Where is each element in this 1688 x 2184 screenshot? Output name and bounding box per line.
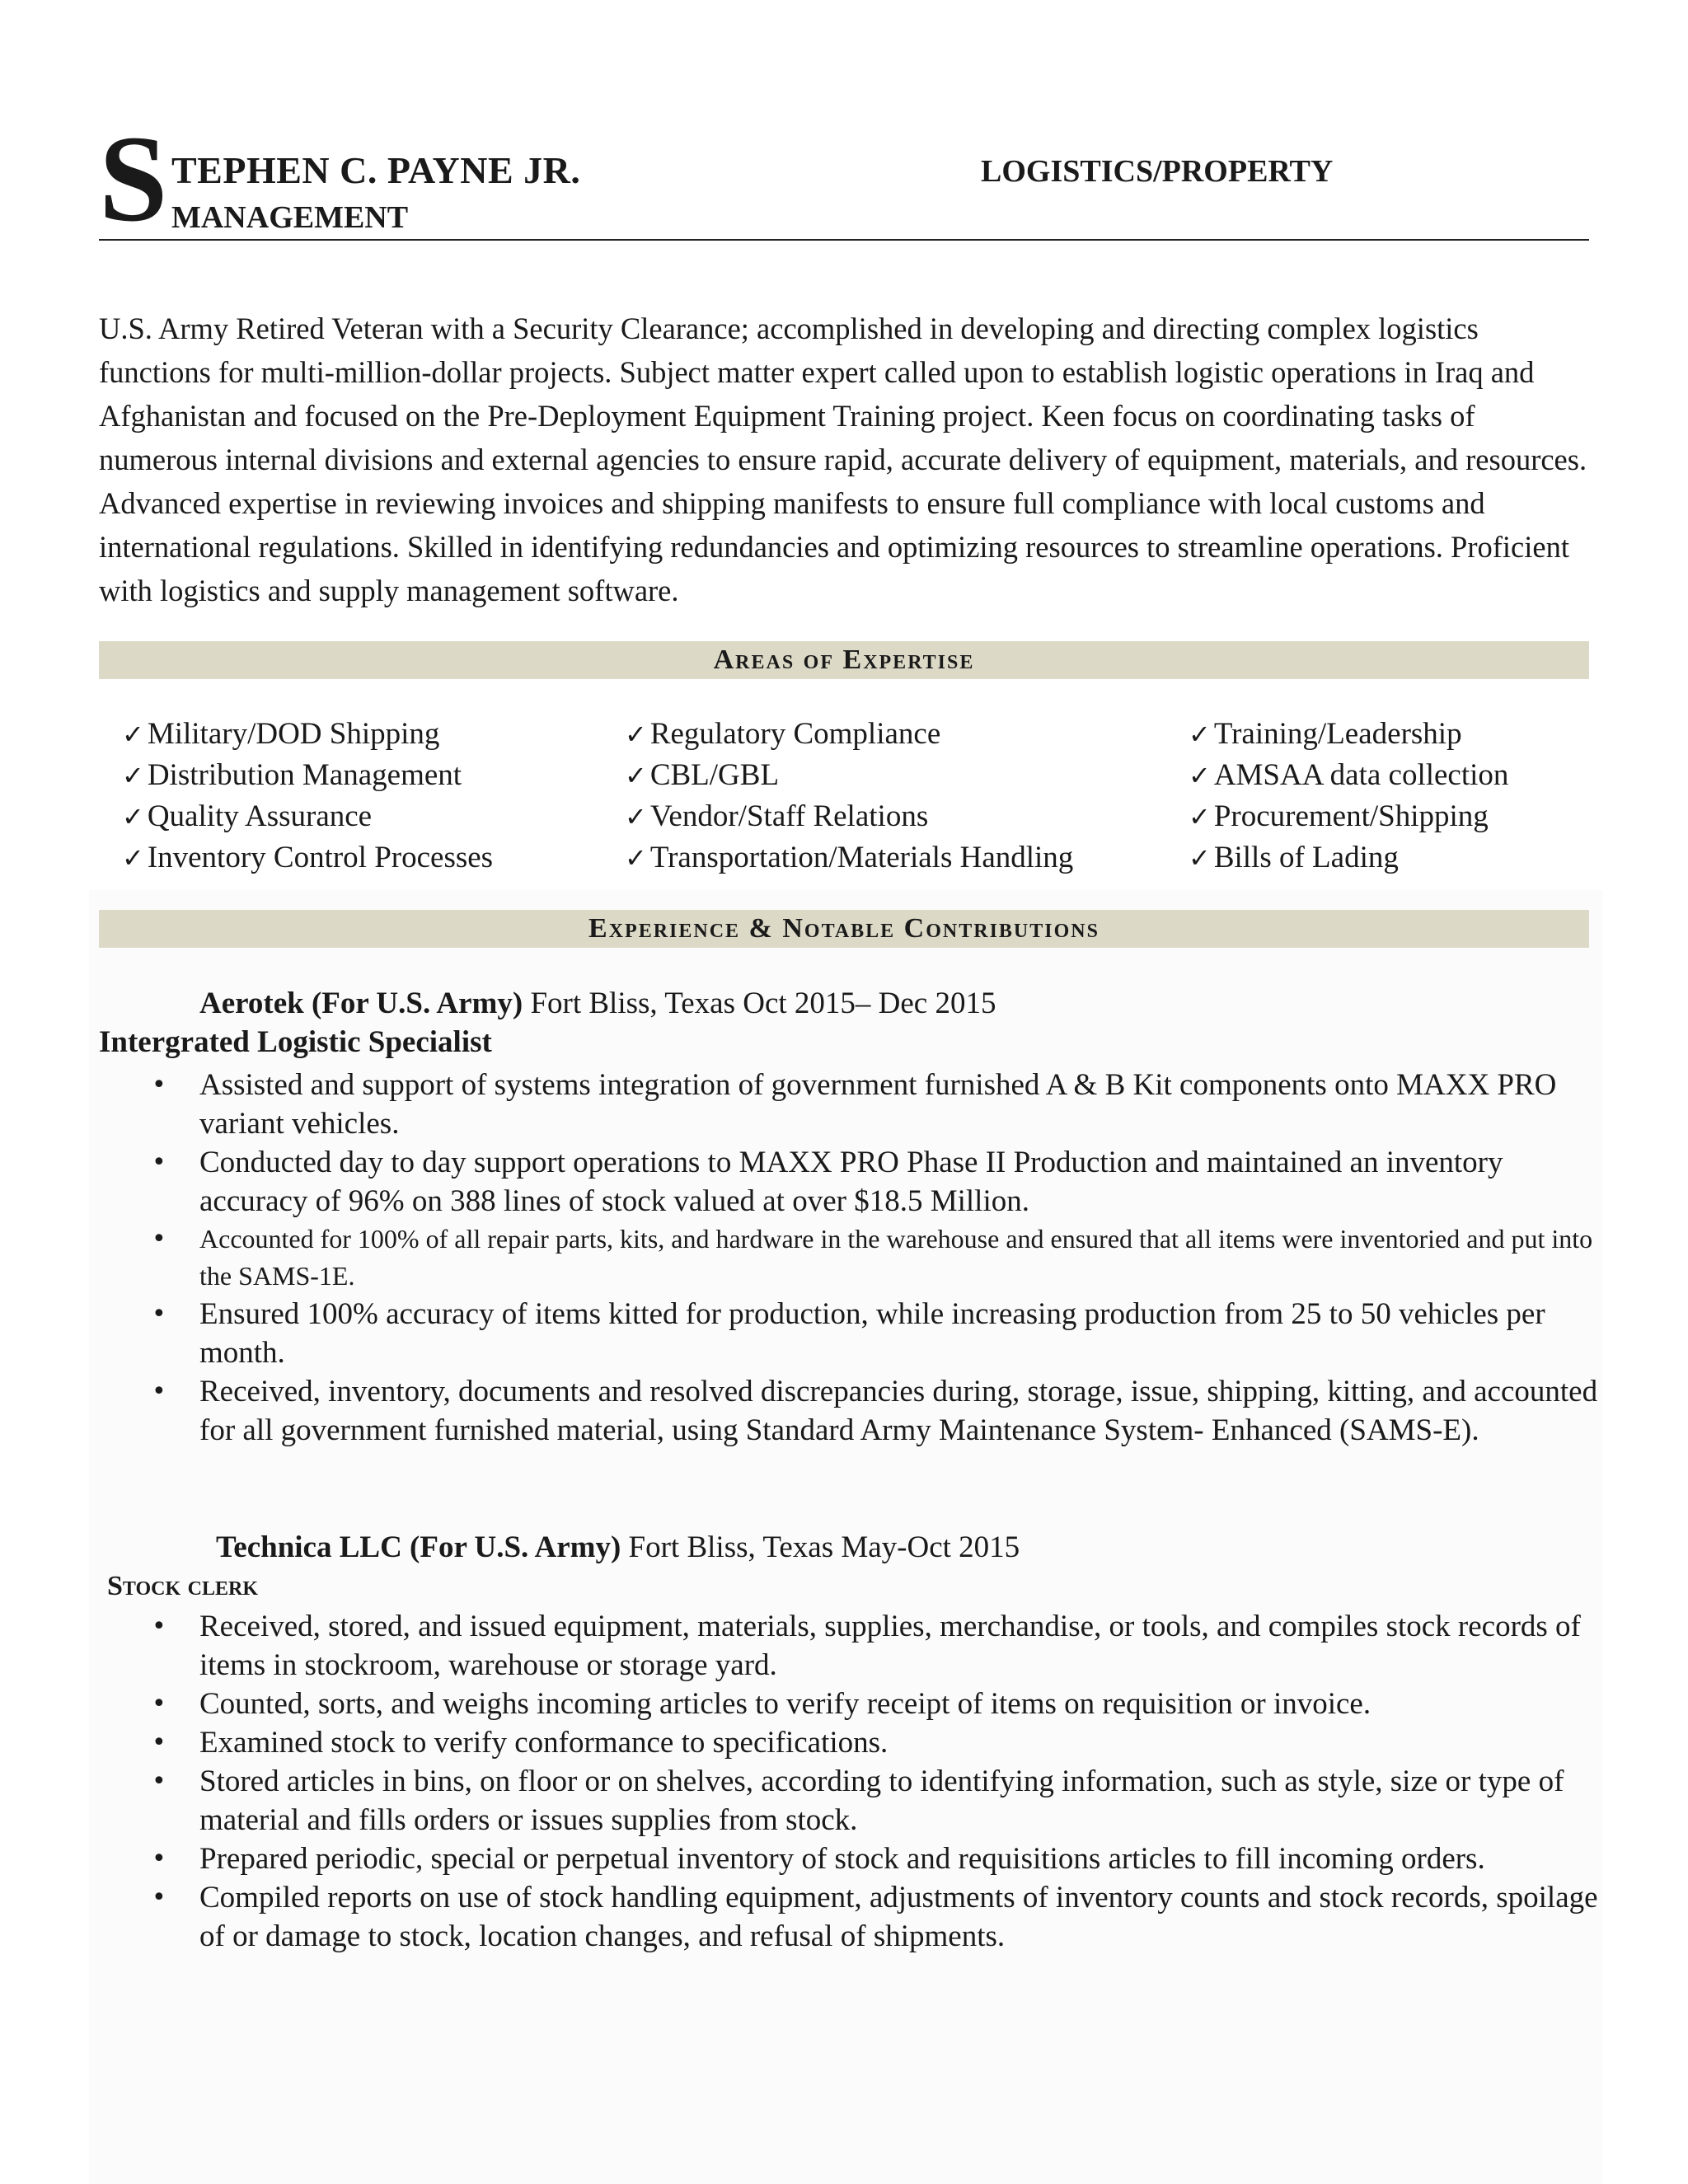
expertise-column-2: [625, 714, 1073, 879]
checkmark-icon: ✓: [625, 719, 647, 750]
candidate-name: TEPHEN C. PAYNE JR.: [171, 149, 581, 191]
list-item: • Conducted day to day support operations to MAXX PRO Phase II Production and maintained an inventory accuracy of 96% on 388 lines of stock valued at over $18.5 Million.: [99, 1143, 1599, 1221]
expertise-item: ✓ Inventory Control Processes: [122, 841, 494, 874]
list-item: • Received, inventory, documents and resolved discrepancies during, storage, issue, shipping, kitting, and accounted for all government furnished material, using Standard Army Maintenance System- Enhanced (SAMS-E).: [99, 1372, 1599, 1450]
expertise-item: ✓ AMSAA data collection: [1189, 758, 1509, 792]
job-target-title-cont: MANAGEMENT: [171, 200, 409, 235]
expertise-item: ✓ Quality Assurance: [122, 799, 373, 833]
checkmark-icon: ✓: [625, 801, 647, 832]
job-target-title: LOGISTICS/PROPERTY: [981, 154, 1334, 189]
checkmark-icon: ✓: [1189, 801, 1211, 832]
list-item: • Counted, sorts, and weighs incoming articles to verify receipt of items on requisition or invoice.: [99, 1685, 1599, 1723]
list-item: • Ensured 100% accuracy of items kitted for production, while increasing production from 25 to 50 vehicles per month.: [99, 1295, 1599, 1372]
job-location-dates: Fort Bliss, Texas Oct 2015– Dec 2015: [523, 987, 996, 1020]
checkmark-icon: ✓: [1189, 719, 1211, 750]
job-bullets-aerotek: [99, 1066, 1599, 1450]
list-item: • Assisted and support of systems integration of government furnished A & B Kit components onto MAXX PRO variant vehicles.: [99, 1066, 1599, 1143]
job-title: Intergrated Logistic Specialist: [99, 1025, 492, 1059]
checkmark-icon: ✓: [122, 719, 144, 750]
expertise-item: ✓ Vendor/Staff Relations: [625, 799, 929, 833]
job-title: Stock clerk: [107, 1571, 258, 1601]
job-location-dates: Fort Bliss, Texas May-Oct 2015: [621, 1530, 1020, 1564]
list-item: • Prepared periodic, special or perpetual inventory of stock and requisitions articles to fill incoming orders.: [99, 1840, 1599, 1878]
expertise-item: ✓ Procurement/Shipping: [1189, 799, 1489, 833]
name-initial: S: [99, 110, 168, 247]
checkmark-icon: ✓: [625, 760, 647, 791]
resume-header: [99, 110, 1589, 247]
checkmark-icon: ✓: [122, 760, 144, 791]
job-bullets-technica: [99, 1607, 1599, 1956]
expertise-item: ✓ Training/Leadership: [1189, 717, 1462, 751]
expertise-column-3: [1189, 714, 1508, 879]
expertise-item: ✓ Military/DOD Shipping: [122, 717, 440, 751]
list-item: • Stored articles in bins, on floor or on shelves, according to identifying information, such as style, size or type of material and fills orders or issues supplies from stock.: [99, 1762, 1599, 1840]
professional-summary: U.S. Army Retired Veteran with a Security Clearance; accomplished in developing and directing complex logistics functions for multi-million-dollar projects. Subject matter expert called upon to establish logistic operations in Iraq and Afghanistan and focused on the Pre-Deployment Equipment Training project. Keen focus on coordinating tasks of numerous internal divisions and external agencies to ensure rapid, accurate delivery of equipment, materials, and resources. Advanced expertise in reviewing invoices and shipping manifests to ensure full compliance with local customs and international regulations. Skilled in identifying redundancies and optimizing resources to streamline operations. Proficient with logistics and supply management software.: [99, 312, 1587, 607]
checkmark-icon: ✓: [1189, 842, 1211, 874]
expertise-item: ✓ Bills of Lading: [1189, 841, 1399, 874]
checkmark-icon: ✓: [1189, 760, 1211, 791]
employer-name: Aerotek (For U.S. Army): [199, 987, 523, 1020]
list-item: • Received, stored, and issued equipment, materials, supplies, merchandise, or tools, and compiles stock records of items in stockroom, warehouse or storage yard.: [99, 1607, 1599, 1685]
section-heading-expertise: Areas of Expertise: [99, 641, 1589, 679]
employer-name: Technica LLC (For U.S. Army): [216, 1530, 621, 1564]
expertise-item: ✓ Distribution Management: [122, 758, 462, 792]
expertise-item: ✓ Regulatory Compliance: [625, 717, 941, 751]
checkmark-icon: ✓: [122, 842, 144, 874]
checkmark-icon: ✓: [625, 842, 647, 874]
list-item: • Compiled reports on use of stock handling equipment, adjustments of inventory counts and stock records, spoilage of or damage to stock, location changes, and refusal of shipments.: [99, 1878, 1599, 1956]
list-item: • Examined stock to verify conformance to specifications.: [99, 1723, 1599, 1762]
job-header-aerotek: [199, 986, 996, 1021]
expertise-item: ✓ Transportation/Materials Handling: [625, 841, 1074, 874]
expertise-column-1: [122, 714, 493, 879]
list-item: • Accounted for 100% of all repair parts, kits, and hardware in the warehouse and ensured that all items were inventoried and put into the SAMS-1E.: [99, 1221, 1599, 1295]
section-heading-experience: Experience & Notable Contributions: [99, 910, 1589, 948]
job-header-technica: [216, 1530, 1020, 1565]
checkmark-icon: ✓: [122, 801, 144, 832]
expertise-item: ✓ CBL/GBL: [625, 758, 780, 792]
